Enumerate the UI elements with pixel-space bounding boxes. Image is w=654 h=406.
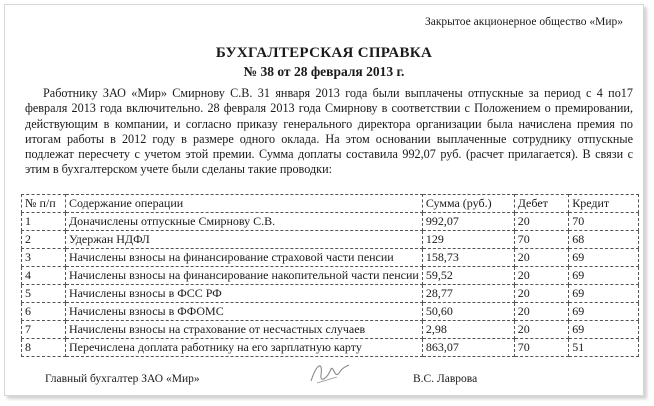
- column-header-operation: Содержание операции: [65, 195, 422, 213]
- cell-credit: 69: [569, 249, 639, 267]
- cell-debit: 20: [514, 267, 568, 285]
- cell-amount: 158,73: [422, 249, 514, 267]
- table-row: [22, 303, 639, 321]
- cell-number: 4: [22, 267, 66, 285]
- cell-credit: 69: [569, 321, 639, 339]
- cell-operation: Начислены взносы в ФФОМС: [65, 303, 422, 321]
- cell-debit: 70: [514, 339, 568, 357]
- signatory-name: В.С. Лаврова: [413, 373, 478, 385]
- document-number-date: № 38 от 28 февраля 2013 г.: [243, 64, 405, 79]
- cell-debit: 70: [514, 231, 568, 249]
- cell-operation: Доначислены отпускные Смирнову С.В.: [65, 213, 422, 231]
- cell-operation: Начислены взносы на финансирование страховой части пенсии: [65, 249, 422, 267]
- cell-amount: 50,60: [422, 303, 514, 321]
- column-header-number: № п/п: [22, 195, 66, 213]
- cell-debit: 20: [514, 285, 568, 303]
- cell-operation: Начислены взносы на страхование от несчастных случаев: [65, 321, 422, 339]
- cell-amount: 28,77: [422, 285, 514, 303]
- table-row: [22, 321, 639, 339]
- document-title: БУХГАЛТЕРСКАЯ СПРАВКА: [215, 45, 433, 61]
- cell-amount: 863,07: [422, 339, 514, 357]
- column-header-amount: Сумма (руб.): [422, 195, 514, 213]
- cell-number: 6: [22, 303, 66, 321]
- accounting-entries-table: [21, 194, 639, 357]
- handwritten-signature: [307, 357, 353, 390]
- cell-debit: 20: [514, 213, 568, 231]
- document-body-text: Работнику ЗАО «Мир» Смирнову С.В. 31 января 2013 года были выплачены отпускные за период с 4 по17 февраля 2013 года включительно. 28 февраля 2013 года Смирнову в соответствии с Положением о премировании, действующим в компании, и согласно приказу генерального директора организации была начислена премия по итогам работы в 2012 году в размере одного оклада. На этом основании выплаченные сотруднику отпускные подлежат пересчету с учетом этой премии. Сумма доплаты составила 992,07 руб. (расчет прилагается). В связи с этим в бухгалтерском учете были сделаны такие проводки:: [25, 86, 633, 177]
- cell-operation: Удержан НДФЛ: [65, 231, 422, 249]
- cell-operation: Начислены взносы на финансирование накопительной части пенсии: [65, 267, 422, 285]
- cell-credit: 69: [569, 285, 639, 303]
- cell-number: 1: [22, 213, 66, 231]
- cell-debit: 20: [514, 303, 568, 321]
- document-sheet: [4, 4, 644, 396]
- cell-number: 5: [22, 285, 66, 303]
- cell-amount: 129: [422, 231, 514, 249]
- table-row: [22, 285, 639, 303]
- cell-credit: 69: [569, 303, 639, 321]
- cell-operation: Начислены взносы в ФСС РФ: [65, 285, 422, 303]
- cell-number: 7: [22, 321, 66, 339]
- signatory-role: Главный бухгалтер ЗАО «Мир»: [45, 373, 200, 385]
- table-row: [22, 339, 639, 357]
- cell-amount: 59,52: [422, 267, 514, 285]
- table-row: [22, 213, 639, 231]
- cell-debit: 20: [514, 321, 568, 339]
- cell-number: 3: [22, 249, 66, 267]
- cell-credit: 51: [569, 339, 639, 357]
- table-row: [22, 231, 639, 249]
- cell-debit: 20: [514, 249, 568, 267]
- cell-number: 8: [22, 339, 66, 357]
- cell-credit: 68: [569, 231, 639, 249]
- table-body: [22, 213, 639, 357]
- column-header-debit: Дебет: [514, 195, 568, 213]
- cell-operation: Перечислена доплата работнику на его зарплатную карту: [65, 339, 422, 357]
- table-row: [22, 249, 639, 267]
- cell-amount: 2,98: [422, 321, 514, 339]
- cell-credit: 70: [569, 213, 639, 231]
- table-header-row: [22, 195, 639, 213]
- cell-number: 2: [22, 231, 66, 249]
- organization-name: Закрытое акционерное общество «Мир»: [424, 16, 623, 28]
- table-row: [22, 267, 639, 285]
- cell-credit: 69: [569, 267, 639, 285]
- column-header-credit: Кредит: [569, 195, 639, 213]
- cell-amount: 992,07: [422, 213, 514, 231]
